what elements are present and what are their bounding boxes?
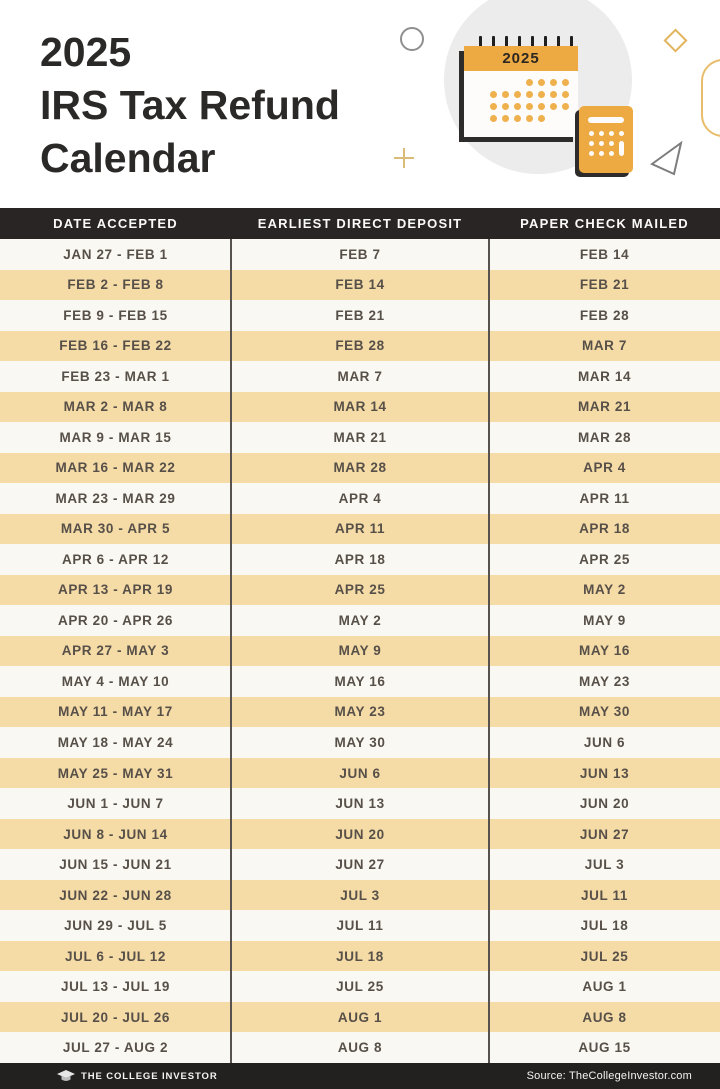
header xyxy=(0,0,720,208)
circle-outline-icon xyxy=(400,27,424,51)
plus-icon xyxy=(394,148,414,168)
direct-deposit-cell: MAY 9 xyxy=(338,643,382,659)
table-row xyxy=(0,727,720,758)
calendar-year-label: 2025 xyxy=(464,46,578,71)
check-mailed-cell: FEB 14 xyxy=(579,246,630,262)
brand-logo xyxy=(57,1070,218,1083)
direct-deposit-cell: JUN 6 xyxy=(339,765,381,781)
direct-deposit-cell: MAR 28 xyxy=(333,460,387,476)
check-mailed-cell: JUL 3 xyxy=(584,857,625,873)
table-row xyxy=(0,849,720,880)
table-row xyxy=(0,453,720,484)
date-accepted-cell: FEB 9 - FEB 15 xyxy=(63,307,168,323)
date-accepted-cell: FEB 2 - FEB 8 xyxy=(67,277,164,293)
date-accepted-cell: APR 27 - MAY 3 xyxy=(61,643,170,659)
date-accepted-cell: JUL 13 - JUL 19 xyxy=(60,979,171,995)
direct-deposit-cell: AUG 8 xyxy=(337,1040,383,1056)
direct-deposit-cell: MAR 21 xyxy=(333,429,387,445)
table-row xyxy=(0,880,720,911)
date-accepted-cell: MAY 11 - MAY 17 xyxy=(58,704,173,720)
direct-deposit-cell: JUL 11 xyxy=(336,918,384,934)
calendar-icon xyxy=(464,46,578,137)
table-row xyxy=(0,483,720,514)
check-mailed-cell: JUN 13 xyxy=(579,765,630,781)
table-row xyxy=(0,605,720,636)
title-line-1: 2025 xyxy=(40,29,132,75)
calculator-keys xyxy=(589,131,624,156)
column-header-direct-deposit: EARLIEST DIRECT DEPOSIT xyxy=(257,216,463,231)
check-mailed-cell: JUL 25 xyxy=(580,948,629,964)
direct-deposit-cell: JUL 3 xyxy=(340,887,380,903)
check-mailed-cell: APR 25 xyxy=(579,551,630,567)
check-mailed-cell: MAR 28 xyxy=(577,429,632,445)
triangle-outline-icon xyxy=(650,141,688,177)
date-accepted-cell: MAY 4 - MAY 10 xyxy=(61,673,170,689)
calendar-days-dots xyxy=(490,79,578,127)
direct-deposit-cell: JUL 25 xyxy=(336,979,384,995)
direct-deposit-cell: FEB 7 xyxy=(339,246,381,262)
check-mailed-cell: MAR 21 xyxy=(577,399,632,415)
table-row xyxy=(0,758,720,789)
check-mailed-cell: JUN 6 xyxy=(583,735,626,750)
table-row xyxy=(0,392,720,423)
date-accepted-cell: JUN 29 - JUL 5 xyxy=(64,918,167,934)
date-accepted-cell: MAY 25 - MAY 31 xyxy=(57,765,174,781)
check-mailed-cell: JUL 11 xyxy=(581,887,628,903)
title-line-3: Calendar xyxy=(40,135,216,181)
table-row xyxy=(0,422,720,453)
check-mailed-cell: JUN 27 xyxy=(579,826,630,842)
direct-deposit-cell: JUN 27 xyxy=(335,857,385,873)
date-accepted-cell: MAY 18 - MAY 24 xyxy=(57,735,174,750)
table-row xyxy=(0,270,720,301)
date-accepted-cell: JUL 20 - JUL 26 xyxy=(60,1009,171,1025)
direct-deposit-cell: JUL 18 xyxy=(336,948,384,964)
table-row xyxy=(0,514,720,545)
table-row xyxy=(0,361,720,392)
date-accepted-cell: JUN 1 - JUN 7 xyxy=(67,796,164,812)
table-row xyxy=(0,666,720,697)
check-mailed-cell: MAY 30 xyxy=(579,704,630,720)
check-mailed-cell: FEB 21 xyxy=(579,277,630,293)
direct-deposit-cell: JUN 13 xyxy=(335,796,385,812)
direct-deposit-cell: APR 4 xyxy=(338,490,382,506)
brand-name: THE COLLEGE INVESTOR xyxy=(81,1070,218,1082)
check-mailed-cell: AUG 8 xyxy=(582,1009,627,1025)
direct-deposit-cell: MAY 16 xyxy=(334,673,386,689)
column-divider xyxy=(488,239,490,1063)
table-row xyxy=(0,575,720,606)
column-divider xyxy=(230,239,232,1063)
table-row xyxy=(0,239,720,270)
check-mailed-cell: AUG 15 xyxy=(578,1040,631,1056)
direct-deposit-cell: JUN 20 xyxy=(335,826,385,842)
date-accepted-cell: APR 6 - APR 12 xyxy=(62,551,169,567)
check-mailed-cell: APR 18 xyxy=(579,521,630,537)
table-row xyxy=(0,636,720,667)
rounded-square-outline-icon xyxy=(701,59,720,137)
check-mailed-cell: MAY 16 xyxy=(579,643,630,659)
direct-deposit-cell: MAY 2 xyxy=(338,612,382,628)
date-accepted-cell: JUN 8 - JUN 14 xyxy=(63,826,168,842)
date-accepted-cell: MAR 23 - MAR 29 xyxy=(55,490,176,506)
check-mailed-cell: APR 4 xyxy=(583,460,626,476)
direct-deposit-cell: MAR 7 xyxy=(337,368,383,384)
check-mailed-cell: MAR 7 xyxy=(581,338,627,354)
table-row xyxy=(0,941,720,972)
direct-deposit-cell: MAY 30 xyxy=(334,735,386,750)
table-row xyxy=(0,819,720,850)
table-row xyxy=(0,788,720,819)
direct-deposit-cell: MAY 23 xyxy=(334,704,386,720)
date-accepted-cell: APR 20 - APR 26 xyxy=(57,612,174,628)
date-accepted-cell: MAR 16 - MAR 22 xyxy=(55,460,176,476)
diamond-outline-icon xyxy=(663,28,687,52)
date-accepted-cell: JUN 22 - JUN 28 xyxy=(59,887,172,903)
date-accepted-cell: JUL 27 - AUG 2 xyxy=(62,1040,169,1056)
date-accepted-cell: JUL 6 - JUL 12 xyxy=(65,948,166,964)
date-accepted-cell: JAN 27 - FEB 1 xyxy=(63,246,168,262)
direct-deposit-cell: FEB 14 xyxy=(335,277,385,293)
direct-deposit-cell: MAR 14 xyxy=(333,399,387,415)
check-mailed-cell: MAR 14 xyxy=(577,368,632,384)
date-accepted-cell: MAR 2 - MAR 8 xyxy=(63,399,168,415)
table-row xyxy=(0,971,720,1002)
date-accepted-cell: MAR 9 - MAR 15 xyxy=(59,429,172,445)
date-accepted-cell: APR 13 - APR 19 xyxy=(57,582,174,598)
direct-deposit-cell: FEB 28 xyxy=(335,338,385,354)
check-mailed-cell: AUG 1 xyxy=(582,979,627,995)
table-row xyxy=(0,300,720,331)
direct-deposit-cell: FEB 21 xyxy=(335,307,385,323)
date-accepted-cell: MAR 30 - APR 5 xyxy=(60,521,171,537)
source-text: Source: TheCollegeInvestor.com xyxy=(526,1070,692,1082)
check-mailed-cell: FEB 28 xyxy=(579,307,630,323)
table-row xyxy=(0,544,720,575)
table-row xyxy=(0,1032,720,1063)
table-body xyxy=(0,239,720,1063)
column-header-check-mailed: PAPER CHECK MAILED xyxy=(520,216,689,231)
calculator-display xyxy=(588,117,624,123)
table-row xyxy=(0,910,720,941)
table-row xyxy=(0,1002,720,1033)
page-title xyxy=(40,26,340,185)
check-mailed-cell: APR 11 xyxy=(579,490,630,506)
table-header-row xyxy=(0,208,720,239)
check-mailed-cell: JUN 20 xyxy=(579,796,630,812)
direct-deposit-cell: APR 11 xyxy=(334,521,386,537)
table-row xyxy=(0,331,720,362)
date-accepted-cell: FEB 16 - FEB 22 xyxy=(59,338,172,354)
title-line-2: IRS Tax Refund xyxy=(40,82,340,128)
footer xyxy=(0,1063,720,1089)
check-mailed-cell: MAY 9 xyxy=(583,612,626,628)
direct-deposit-cell: AUG 1 xyxy=(337,1009,383,1025)
date-accepted-cell: FEB 23 - MAR 1 xyxy=(61,368,170,384)
check-mailed-cell: MAY 2 xyxy=(583,582,626,598)
date-accepted-cell: JUN 15 - JUN 21 xyxy=(59,857,172,873)
column-header-date-accepted: DATE ACCEPTED xyxy=(53,216,178,231)
check-mailed-cell: JUL 18 xyxy=(580,918,629,934)
direct-deposit-cell: APR 25 xyxy=(334,582,386,598)
direct-deposit-cell: APR 18 xyxy=(334,551,386,567)
graduation-cap-icon xyxy=(57,1070,75,1083)
check-mailed-cell: MAY 23 xyxy=(579,673,630,689)
calculator-icon xyxy=(579,106,633,173)
table-row xyxy=(0,697,720,728)
